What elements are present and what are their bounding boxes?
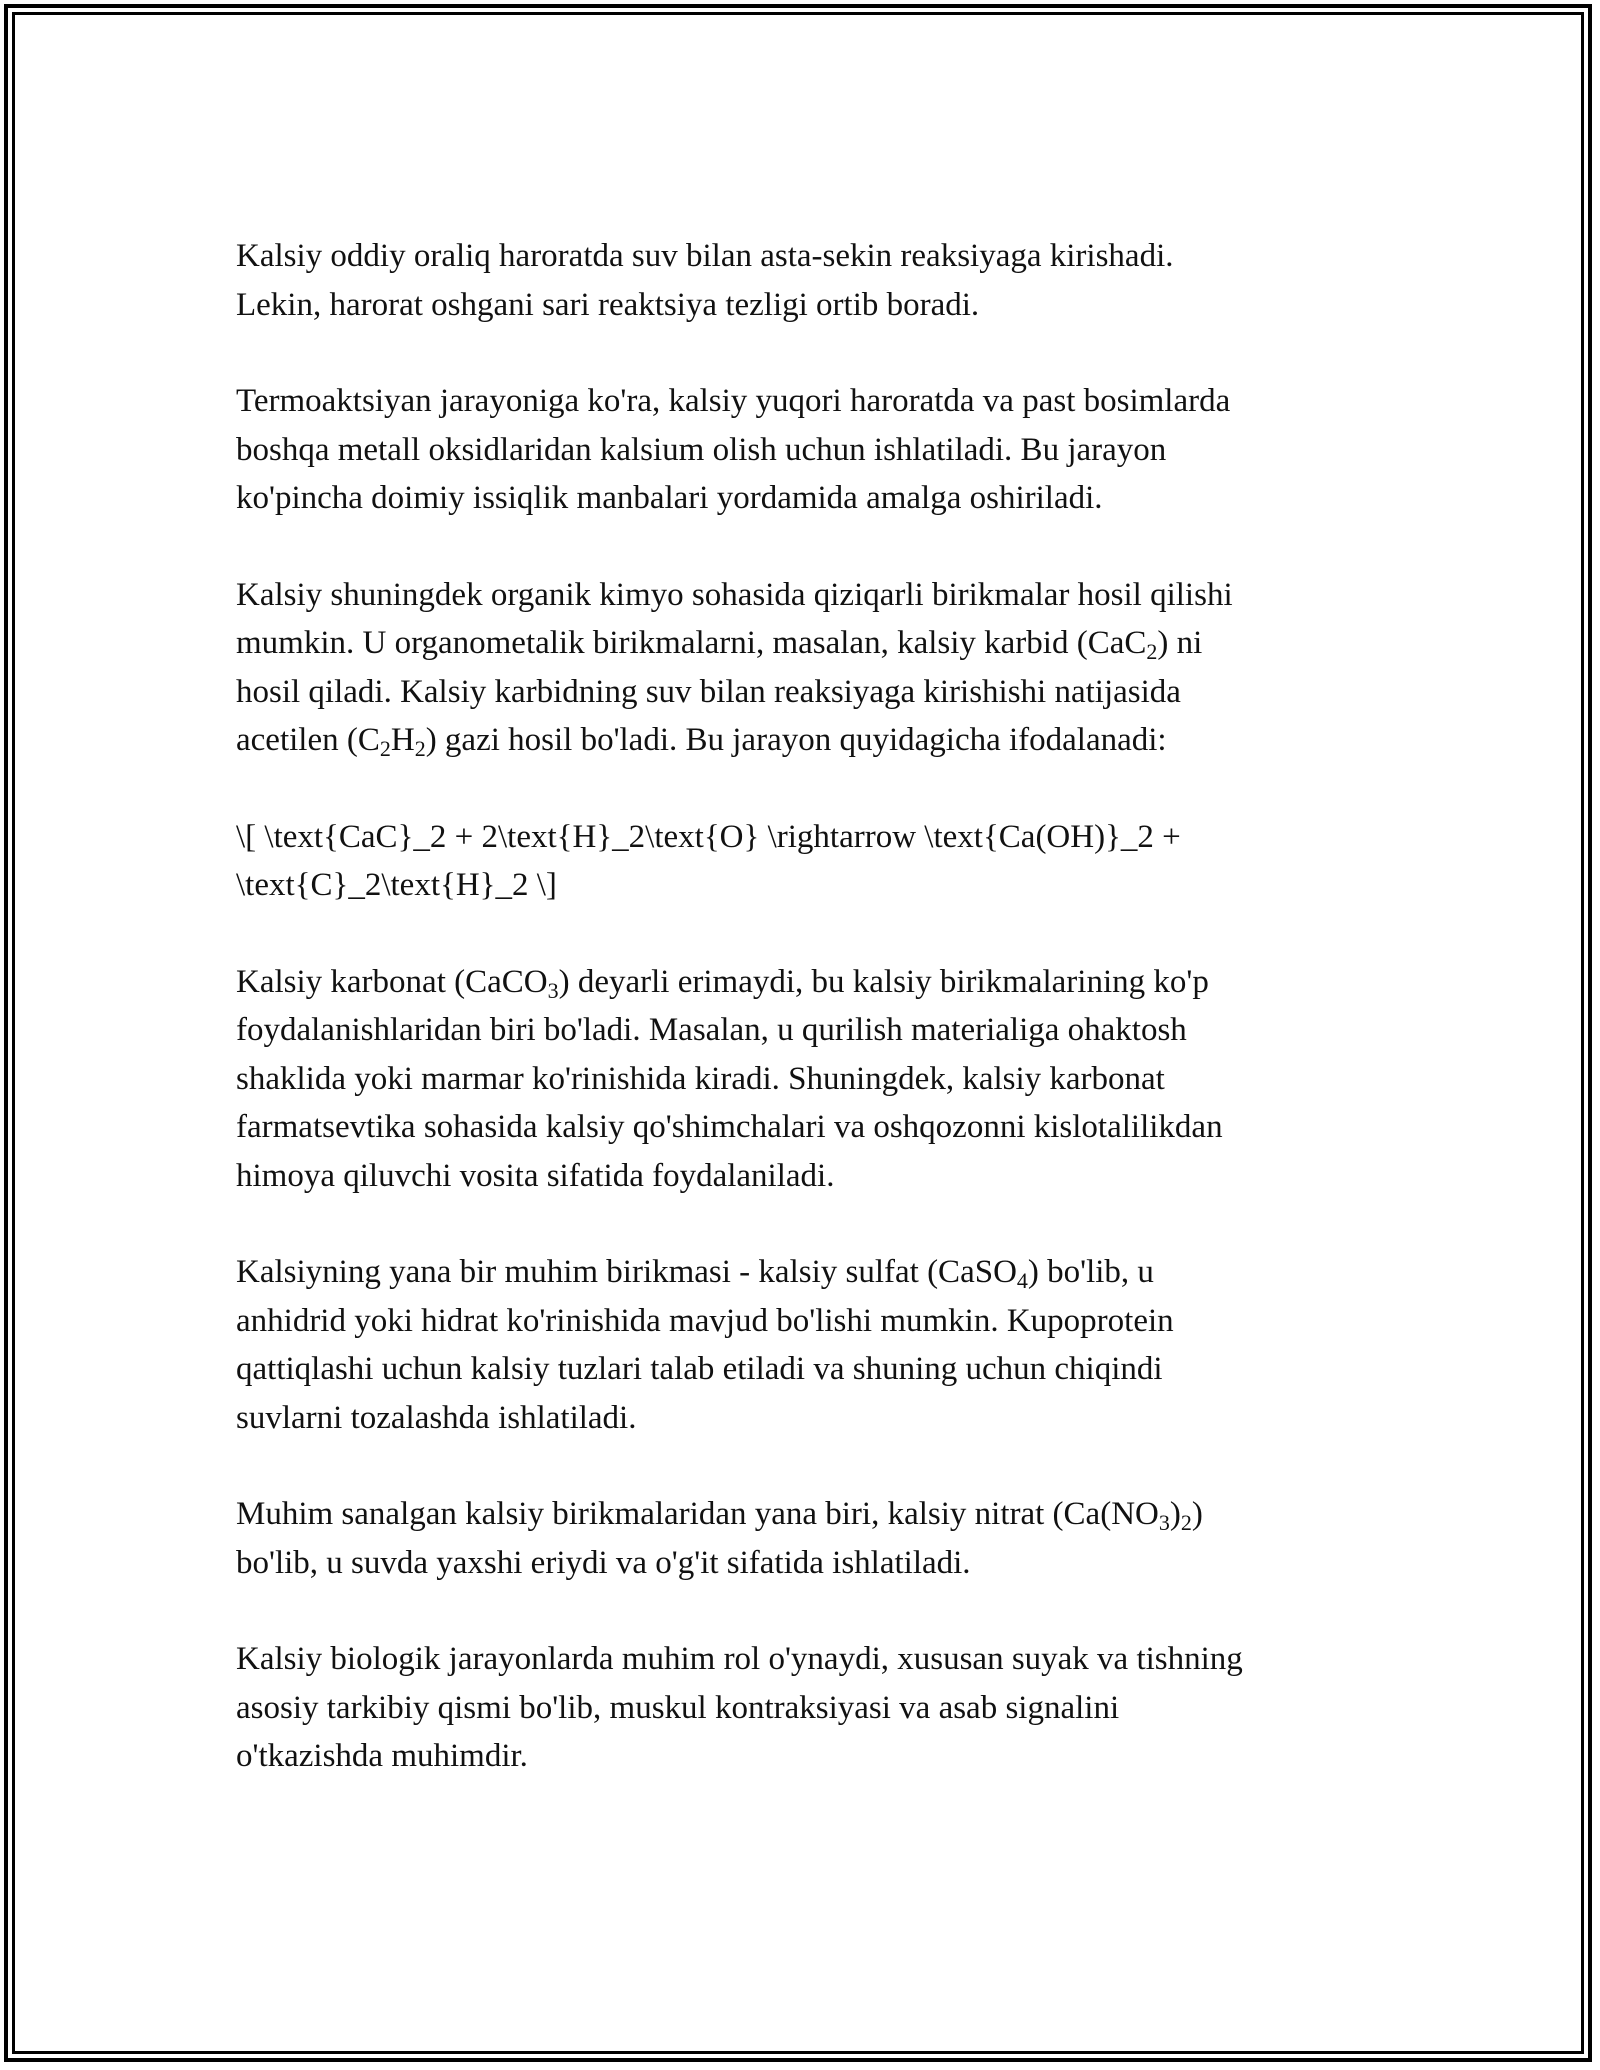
line: suvlarni tozalashda ishlatiladi.: [236, 1399, 637, 1436]
line: Kalsiy oddiy oraliq haroratda suv bilan asta-sekin reaksiyaga kirishadi.: [236, 238, 1174, 274]
paragraph-2: [236, 377, 1366, 523]
line: boshqa metall oksidlaridan kalsium olish uchun ishlatiladi. Bu jarayon: [236, 431, 1167, 468]
text: ) ni: [1157, 625, 1203, 661]
formula-paragraph: [236, 813, 1366, 910]
text: Kalsiy karbonat (CaCO: [236, 963, 548, 1000]
line: Lekin, harorat oshgani sari reaktsiya tezligi ortib boradi.: [236, 286, 980, 323]
formula-line: \[ \text{CaC}_2 + 2\text{H}_2\text{O} \rightarrow \text{Ca(OH)}_2 +: [236, 818, 1181, 855]
line: hosil qiladi. Kalsiy karbidning suv bilan reaksiyaga kirishishi natijasida: [236, 673, 1181, 710]
line: shaklida yoki marmar ko'rinishida kiradi. Shuningdek, kalsiy karbonat: [236, 1060, 1165, 1097]
line: o'tkazishda muhimdir.: [236, 1738, 528, 1774]
line: anhidrid yoki hidrat ko'rinishida mavjud bo'lishi mumkin. Kupoprotein: [236, 1302, 1174, 1339]
line: Kalsiy shuningdek organik kimyo sohasida qiziqarli birikmalar hosil qilishi: [236, 576, 1233, 613]
text: ): [1191, 1496, 1203, 1532]
line: ko'pincha doimiy issiqlik manbalari yordamida amalga oshiriladi.: [236, 480, 1103, 516]
text: ) gazi hosil bo'ladi. Bu jarayon quyidagicha ifodalanadi:: [425, 722, 1167, 758]
paragraph-7: [236, 1490, 1366, 1587]
formula-line: \text{C}_2\text{H}_2 \]: [236, 867, 557, 903]
line: Kalsiy biologik jarayonlarda muhim rol o'ynaydi, xususan suyak va tishning: [236, 1641, 1243, 1677]
text: mumkin. U organometalik birikmalarni, masalan, kalsiy karbid (CaC: [236, 625, 1147, 661]
paragraph-1: [236, 232, 1366, 329]
line: Termoaktsiyan jarayoniga ko'ra, kalsiy yuqori haroratda va past bosimlarda: [236, 383, 1231, 419]
paragraph-8: [236, 1635, 1366, 1781]
paragraph-6: [236, 1248, 1366, 1442]
subscript: 2: [1180, 1510, 1192, 1535]
line: asosiy tarkibiy qismi bo'lib, muskul kontraksiyasi va asab signalini: [236, 1689, 1120, 1726]
line: foydalanishlaridan biri bo'ladi. Masalan, u qurilish materialiga ohaktosh: [236, 1012, 1187, 1048]
text: Muhim sanalgan kalsiy birikmalaridan yana biri, kalsiy nitrat (Ca(NO: [236, 1496, 1159, 1532]
document-body: [236, 232, 1366, 1829]
text: ): [1169, 1496, 1181, 1532]
subscript: 4: [1016, 1268, 1028, 1293]
text: acetilen (C: [236, 722, 380, 758]
subscript: 3: [1158, 1510, 1170, 1535]
line: farmatsevtika sohasida kalsiy qo'shimchalari va oshqozonni kislotalilikdan: [236, 1109, 1223, 1145]
subscript: 3: [547, 977, 559, 1003]
line: himoya qiluvchi vosita sifatida foydalaniladi.: [236, 1157, 835, 1194]
line: bo'lib, u suvda yaxshi eriydi va o'g'it sifatida ishlatiladi.: [236, 1544, 971, 1581]
text: ) deyarli erimaydi, bu kalsiy birikmalarining ko'p: [558, 963, 1209, 1000]
subscript: 2: [1146, 639, 1158, 664]
subscript: 2: [414, 736, 426, 761]
text: ) bo'lib, u: [1027, 1254, 1154, 1290]
paragraph-3: [236, 571, 1366, 765]
text: H: [390, 722, 415, 758]
text: Kalsiyning yana bir muhim birikmasi - kalsiy sulfat (CaSO: [236, 1254, 1017, 1290]
line: qattiqlashi uchun kalsiy tuzlari talab etiladi va shuning uchun chiqindi: [236, 1351, 1163, 1387]
paragraph-5: [236, 958, 1366, 1201]
subscript: 2: [379, 736, 391, 761]
